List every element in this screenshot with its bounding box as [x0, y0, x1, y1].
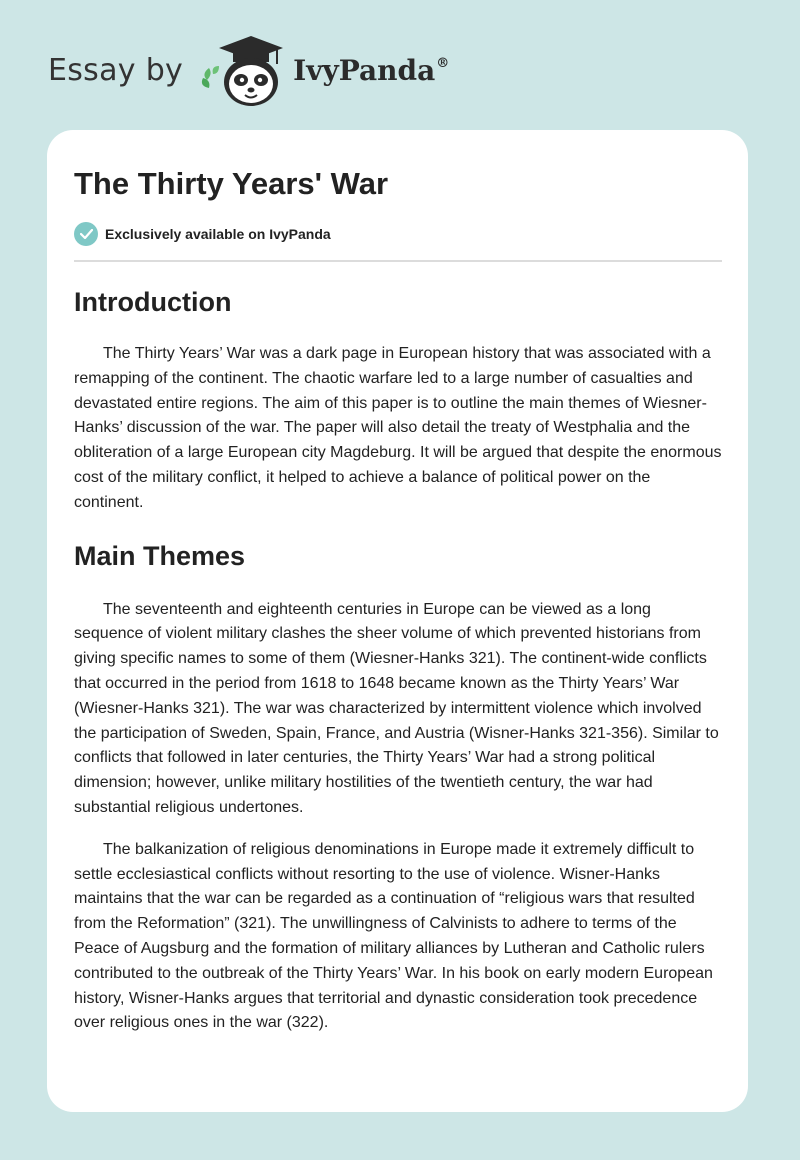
- page-title: The Thirty Years' War: [74, 166, 389, 201]
- brand-name[interactable]: [293, 54, 449, 87]
- registered-mark: ®: [436, 55, 450, 71]
- section-heading-main-themes: Main Themes: [74, 540, 246, 571]
- essay-card: [47, 130, 748, 1112]
- brand-text[interactable]: IvyPanda: [293, 53, 436, 87]
- check-icon: [74, 222, 98, 246]
- site-header: [48, 30, 449, 110]
- paragraph: The Thirty Years’ War was a dark page in European history that was associated with a remapping of the continent. The chaotic warfare led to a large number of casualties and devastated entire regions. The aim of this paper is to outline the main themes of Wiesner-Hanks’ discussion of the war. The paper will also detail the treaty of Westphalia and the obliteration of a large European city Magdeburg. It will be argued that despite the enormous cost of the military conflict, it helped to achieve a balance of political power on the continent.: [74, 345, 722, 511]
- panda-logo-icon[interactable]: [197, 30, 289, 110]
- section-heading-introduction: Introduction: [74, 287, 232, 317]
- paragraph: The seventeenth and eighteenth centuries in Europe can be viewed as a long sequence of violent military clashes the sheer volume of which prevented historians from giving specific names to some of them (Wiesner-Hanks 321). The continent-wide conflicts that occurred in the period from 1618 to 1648 became known as the Thirty Years’ War (Wiesner-Hanks 321). The war was characterized by intermittent violence which involved the participation of Sweden, Spain, France, and Austria (Wisner-Hanks 321-356). Similar to conflicts that followed in later centuries, the Thirty Years’ War had a strong political dimension; however, unlike military hostilities of the twentieth century, the war had substantial religious undertones.: [74, 600, 719, 816]
- badge-label: Exclusively available on IvyPanda: [105, 226, 331, 242]
- paragraph: The balkanization of religious denominations in Europe made it extremely difficult to settle ecclesiastical conflicts without resorting to the use of violence. Wisner-Hanks maintains that the war can be regarded as a continuation of “religious wars that resulted from the Reformation” (321). The unwillingness of Calvinists to adhere to terms of the Peace of Augsburg and the formation of military alliances by Lutheran and Catholic rulers contributed to the outbreak of the Thirty Years’ War. In his book on early modern European history, Wisner-Hanks argues that territorial and dynastic consideration took precedence over religious ones in the war (322).: [74, 840, 713, 1032]
- essay-by-label: Essay by: [48, 52, 184, 88]
- exclusive-badge: [74, 222, 722, 262]
